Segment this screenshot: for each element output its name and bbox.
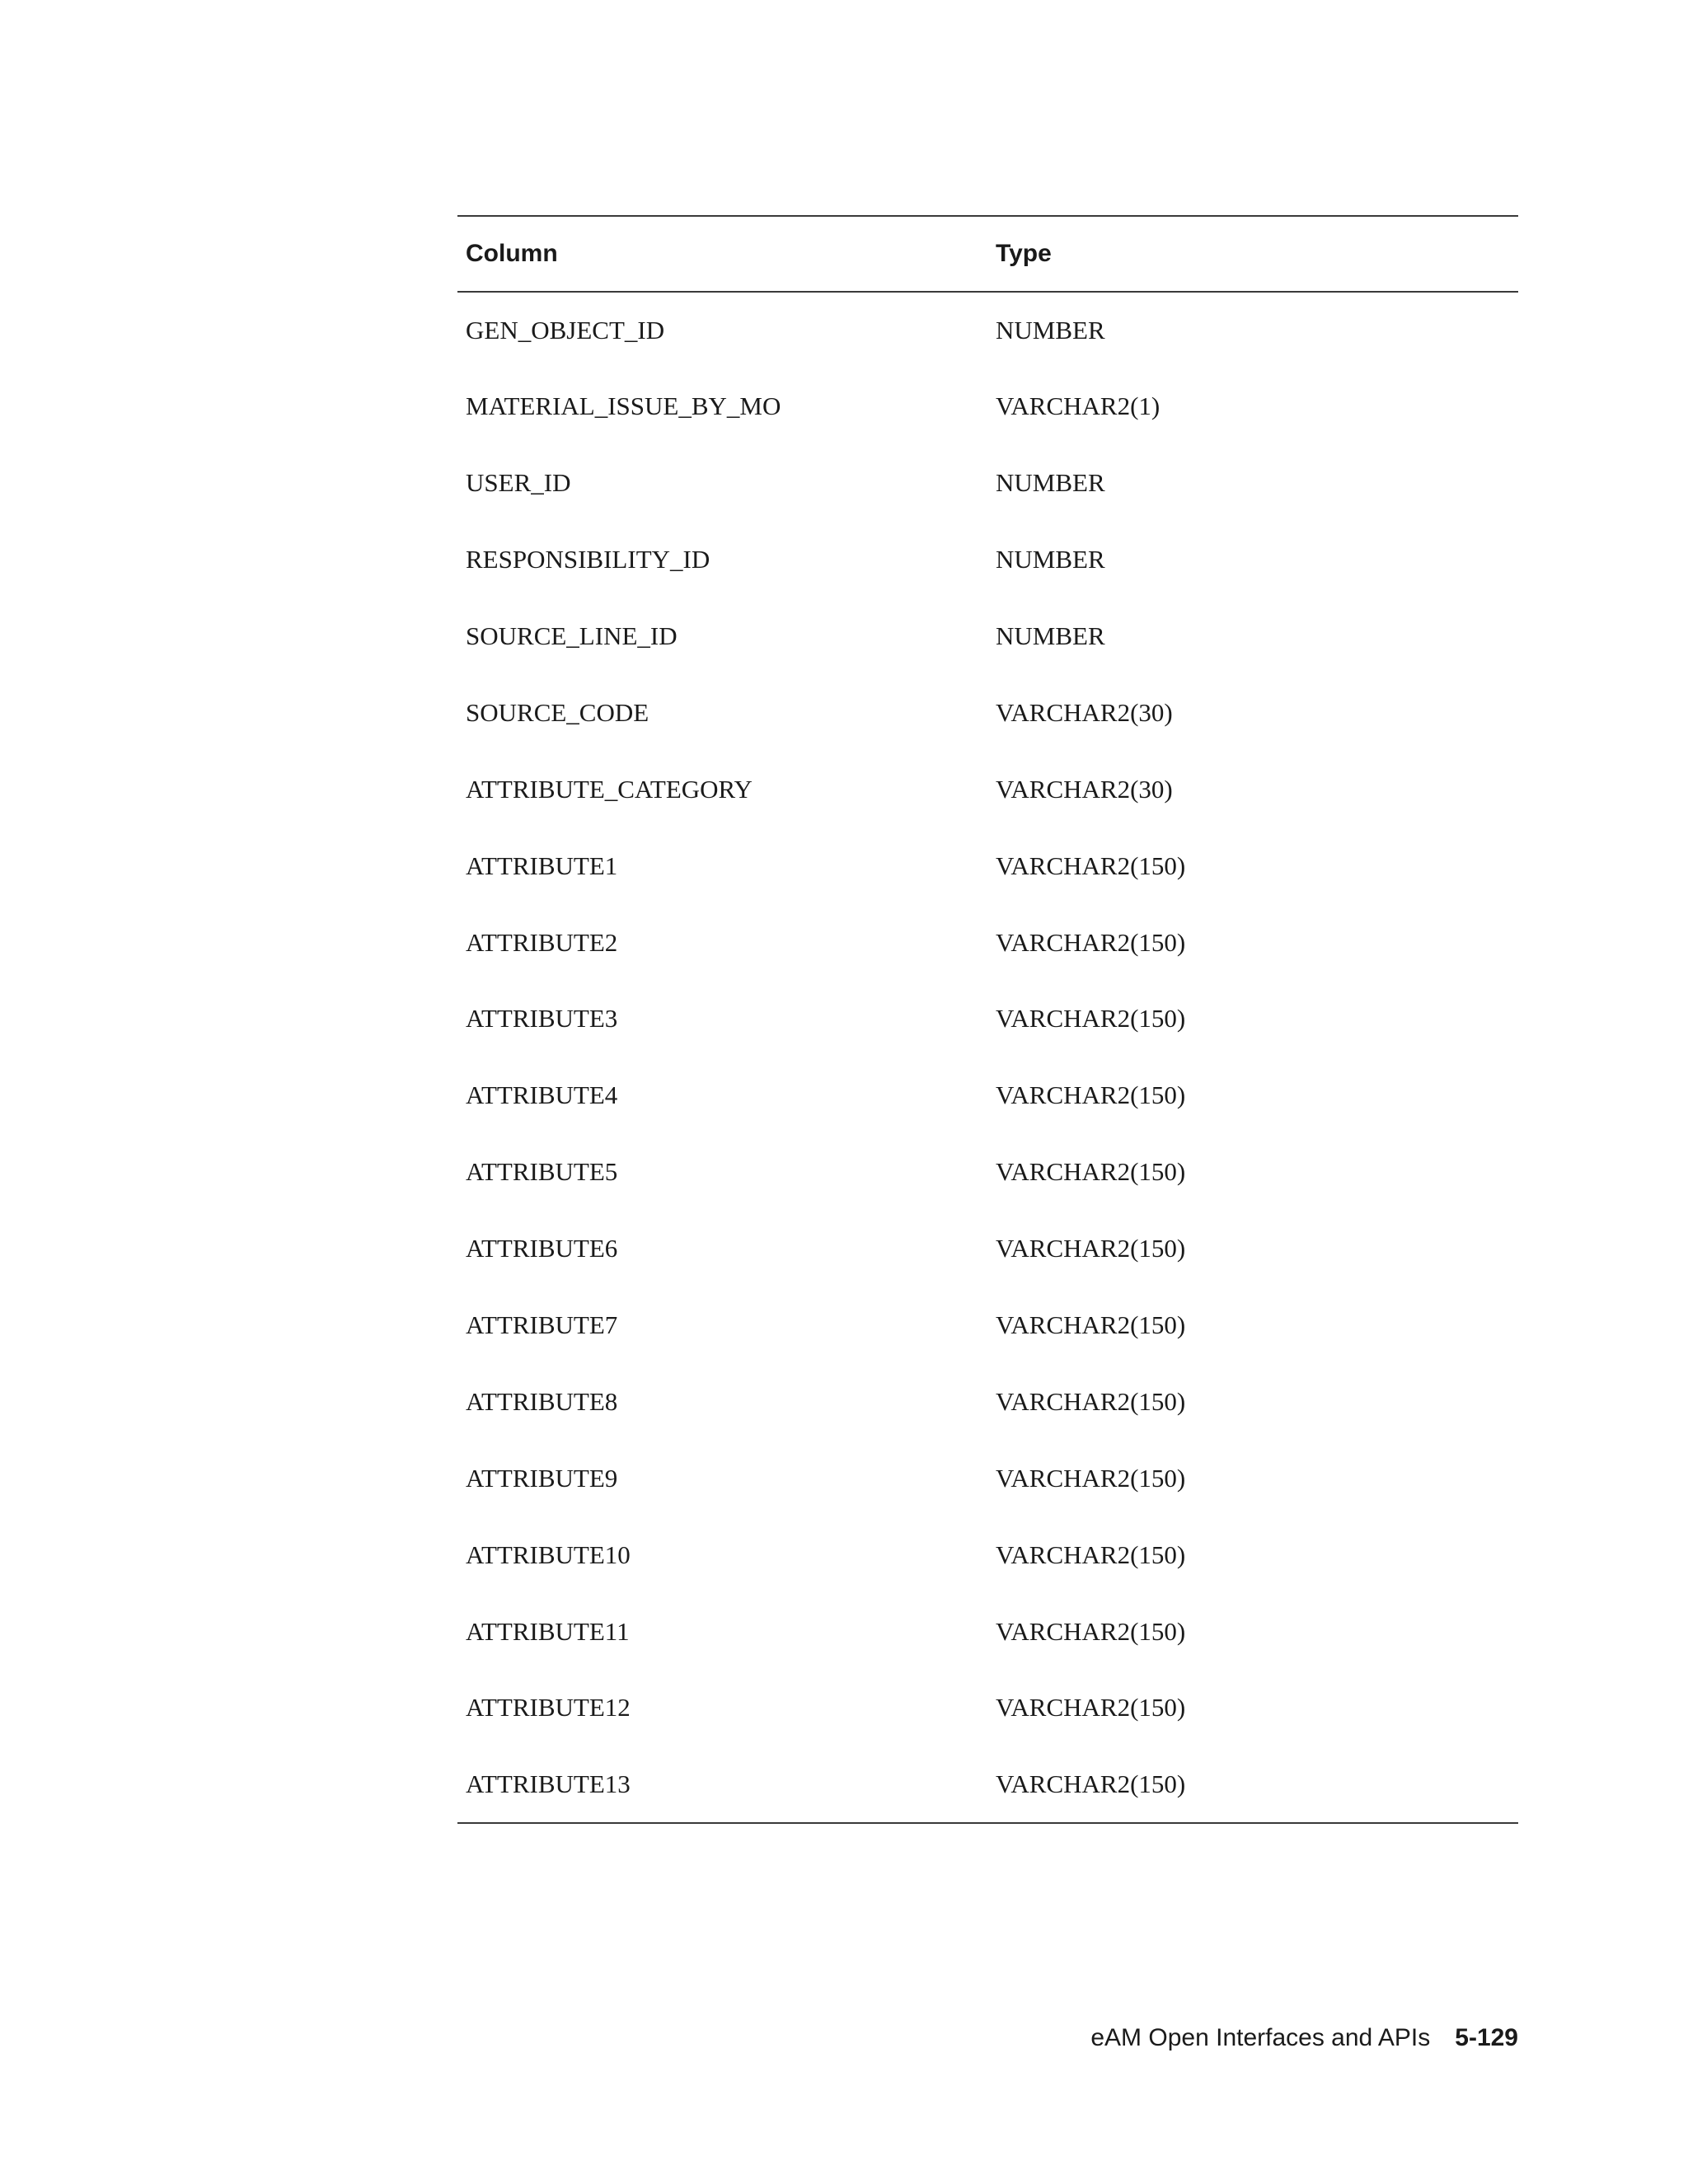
cell-column-type: VARCHAR2(150) [996,1769,1186,1798]
cell-column-name: SOURCE_CODE [466,697,649,727]
header-type: Type [996,240,1052,267]
table-row [457,1516,1518,1593]
page-footer [1090,2024,1518,2052]
cell-column-name: ATTRIBUTE7 [466,1310,618,1340]
cell-column-name: RESPONSIBILITY_ID [466,545,710,574]
cell-column-type: VARCHAR2(150) [996,1463,1186,1493]
cell-column-name: ATTRIBUTE6 [466,1234,618,1263]
cell-column-type: NUMBER [996,315,1105,344]
table-row [457,445,1518,522]
cell-column-name: GEN_OBJECT_ID [466,315,665,344]
page-number: 5-129 [1455,2024,1518,2051]
table-row [457,674,1518,751]
cell-column-name: ATTRIBUTE_CATEGORY [466,774,753,804]
table-row [457,1363,1518,1440]
cell-column-type: NUMBER [996,545,1105,574]
table-row [457,1670,1518,1746]
cell-column-type: VARCHAR2(150) [996,1693,1186,1722]
cell-column-type: VARCHAR2(150) [996,1234,1186,1263]
cell-column-type: VARCHAR2(150) [996,1080,1186,1110]
cell-column-name: ATTRIBUTE10 [466,1540,631,1569]
table-row [457,1440,1518,1516]
cell-column-type: VARCHAR2(150) [996,1310,1186,1340]
cell-column-type: VARCHAR2(150) [996,1616,1186,1646]
cell-column-name: ATTRIBUTE11 [466,1616,630,1646]
cell-column-type: VARCHAR2(150) [996,927,1186,957]
table-row [457,1746,1518,1823]
table-row [457,1134,1518,1211]
cell-column-type: VARCHAR2(150) [996,1386,1186,1416]
table-row [457,904,1518,981]
cell-column-name: ATTRIBUTE1 [466,851,618,880]
cell-column-type: VARCHAR2(30) [996,697,1173,727]
cell-column-name: MATERIAL_ISSUE_BY_MO [466,391,781,421]
column-type-table [457,215,1518,1824]
cell-column-type: NUMBER [996,621,1105,650]
cell-column-type: VARCHAR2(150) [996,851,1186,880]
header-column: Column [466,240,558,267]
cell-column-type: VARCHAR2(30) [996,774,1173,804]
table-row [457,368,1518,445]
cell-column-type: VARCHAR2(150) [996,1157,1186,1187]
cell-column-name: SOURCE_LINE_ID [466,621,678,650]
table-row [457,522,1518,598]
cell-column-type: VARCHAR2(1) [996,391,1160,421]
table-row [457,1287,1518,1364]
table-row [457,827,1518,904]
table-row [457,1057,1518,1134]
cell-column-name: ATTRIBUTE12 [466,1693,631,1722]
cell-column-type: VARCHAR2(150) [996,1004,1186,1033]
cell-column-name: USER_ID [466,468,571,498]
table-header [457,216,1518,292]
cell-column-type: NUMBER [996,468,1105,498]
table-row [457,292,1518,368]
footer-title: eAM Open Interfaces and APIs [1090,2024,1431,2051]
table-row [457,1593,1518,1670]
table-row [457,598,1518,675]
table-row [457,981,1518,1057]
cell-column-name: ATTRIBUTE9 [466,1463,618,1493]
cell-column-name: ATTRIBUTE4 [466,1080,618,1110]
cell-column-name: ATTRIBUTE8 [466,1386,618,1416]
cell-column-name: ATTRIBUTE3 [466,1004,618,1033]
table-row [457,751,1518,827]
cell-column-name: ATTRIBUTE5 [466,1157,618,1187]
header-row [457,216,1518,292]
cell-column-type: VARCHAR2(150) [996,1540,1186,1569]
cell-column-name: ATTRIBUTE2 [466,927,618,957]
cell-column-name: ATTRIBUTE13 [466,1769,631,1798]
table-body [457,292,1518,1823]
table-row [457,1211,1518,1287]
